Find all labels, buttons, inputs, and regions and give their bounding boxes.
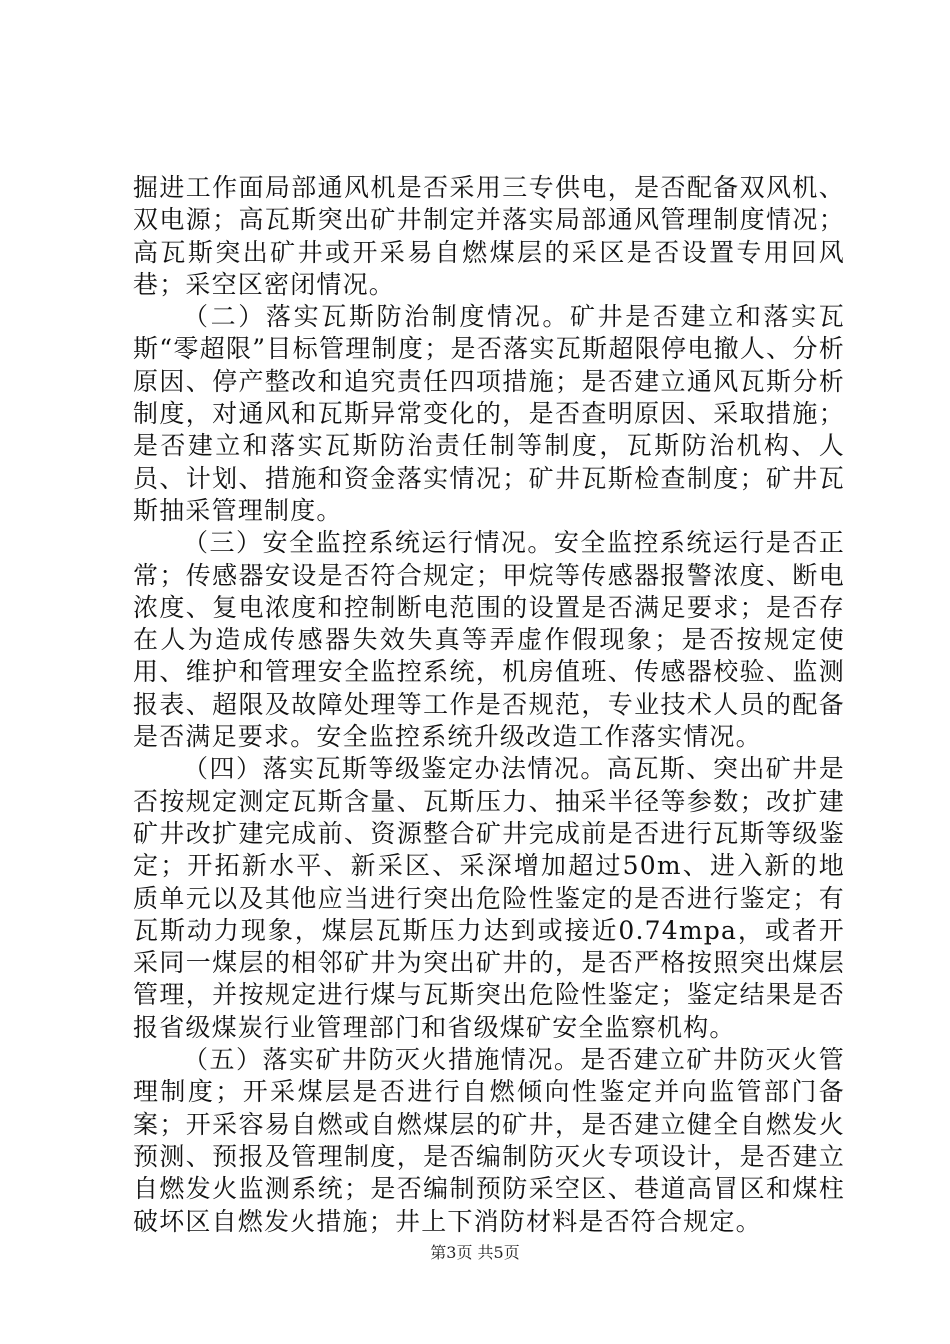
document-body bbox=[133, 172, 845, 1238]
paragraph-section-4: （四）落实瓦斯等级鉴定办法情况。高瓦斯、突出矿井是否按规定测定瓦斯含量、瓦斯压力、抽采半径等参数；改扩建矿井改扩建完成前、资源整合矿井完成前是否进行瓦斯等级鉴定；开拓新水平、新采区、采深增加超过50m、进入新的地质单元以及其他应当进行突出危险性鉴定的是否进行鉴定；有瓦斯动力现象，煤层瓦斯压力达到或接近0.74mpa，或者开采同一煤层的相邻矿井为突出矿井的，是否严格按照突出煤层管理，并按规定进行煤与瓦斯突出危险性鉴定；鉴定结果是否报省级煤炭行业管理部门和省级煤矿安全监察机构。 bbox=[133, 754, 845, 1042]
paragraph-section-5: （五）落实矿井防灭火措施情况。是否建立矿井防灭火管理制度；开采煤层是否进行自燃倾向性鉴定并向监管部门备案；开采容易自燃或自燃煤层的矿井，是否建立健全自燃发火预测、预报及管理制度，是否编制防灭火专项设计，是否建立自燃发火监测系统；是否编制预防采空区、巷道高冒区和煤柱破坏区自燃发火措施；井上下消防材料是否符合规定。 bbox=[133, 1045, 845, 1236]
paragraph-section-2: （二）落实瓦斯防治制度情况。矿井是否建立和落实瓦斯“零超限”目标管理制度；是否落实瓦斯超限停电撤人、分析原因、停产整改和追究责任四项措施；是否建立通风瓦斯分析制度，对通风和瓦斯异常变化的，是否查明原因、采取措施；是否建立和落实瓦斯防治责任制等制度，瓦斯防治机构、人员、计划、措施和资金落实情况；矿井瓦斯检查制度；矿井瓦斯抽采管理制度。 bbox=[133, 302, 845, 525]
paragraph-section-3: （三）安全监控系统运行情况。安全监控系统运行是否正常；传感器安设是否符合规定；甲烷等传感器报警浓度、断电浓度、复电浓度和控制断电范围的设置是否满足要求；是否存在人为造成传感器失效失真等弄虚作假现象；是否按规定使用、维护和管理安全监控系统，机房值班、传感器校验、监测报表、超限及故障处理等工作是否规范，专业技术人员的配备是否满足要求。安全监控系统升级改造工作落实情况。 bbox=[133, 528, 845, 752]
paragraph-continuation: 掘进工作面局部通风机是否采用三专供电，是否配备双风机、双电源；高瓦斯突出矿井制定并落实局部通风管理制度情况；高瓦斯突出矿井或开采易自燃煤层的采区是否设置专用回风巷；采空区密闭情况。 bbox=[133, 173, 845, 299]
page-number-label: 第3页 共5页 bbox=[430, 1243, 520, 1262]
page-footer bbox=[0, 1243, 950, 1263]
